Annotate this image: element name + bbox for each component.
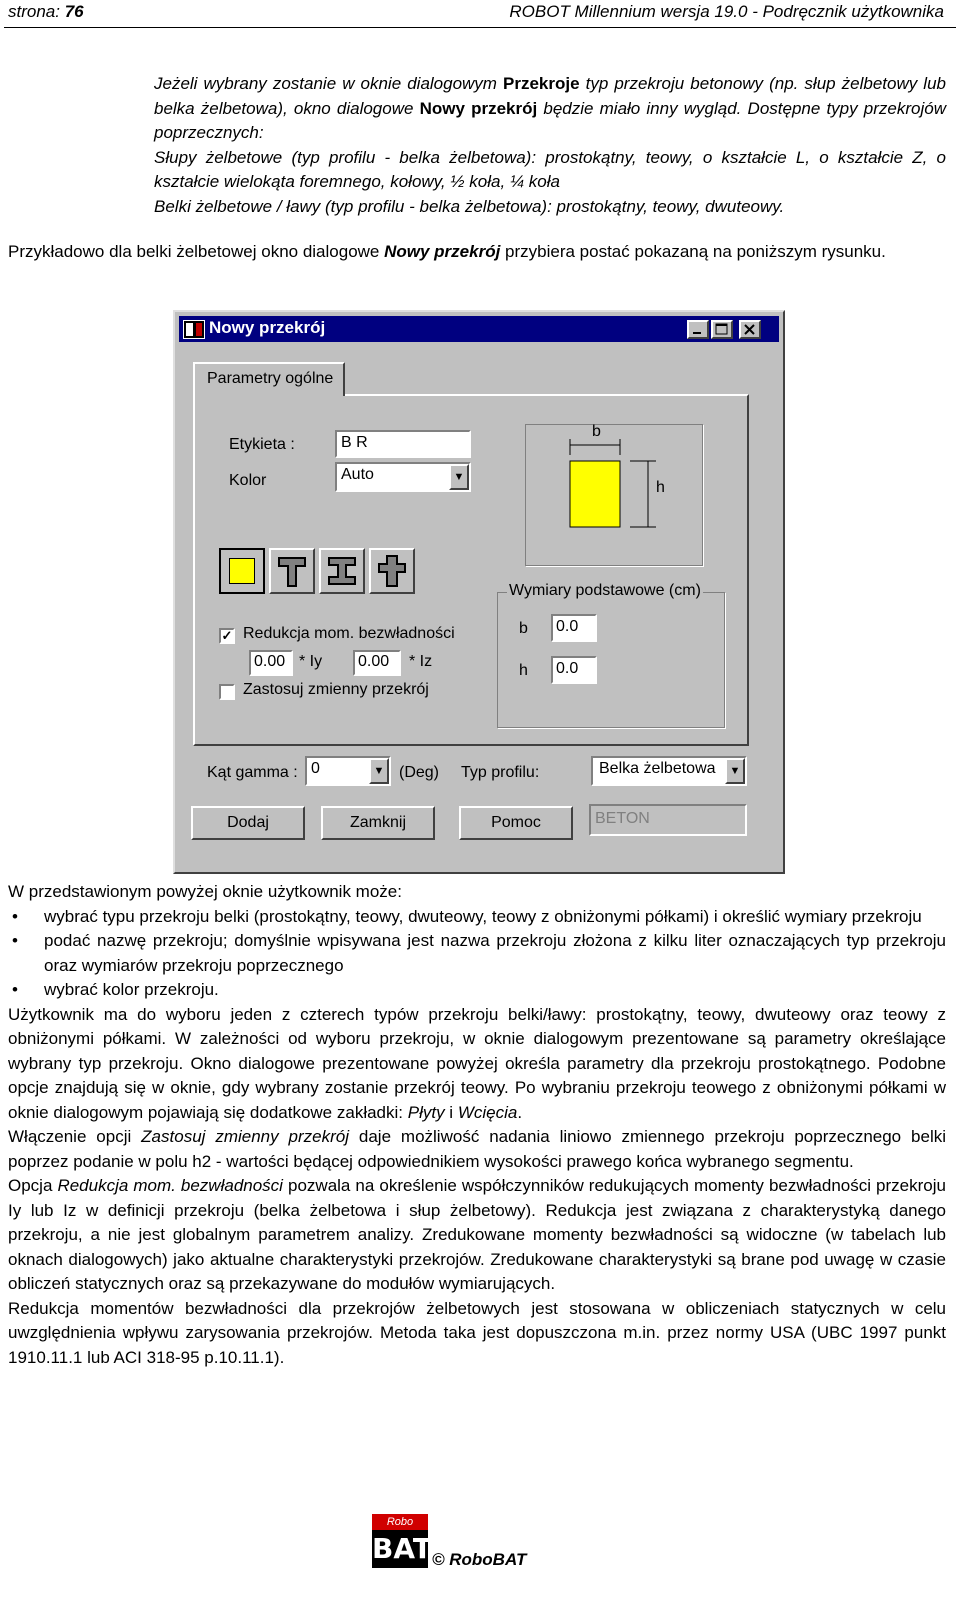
- tee-lowered-flange-icon: [371, 550, 413, 592]
- document-title: ROBOT Millennium wersja 19.0 - Podręcznik użytkownika: [509, 2, 944, 21]
- iz-factor-value: 0.00: [358, 653, 390, 670]
- body-lead: W przedstawionym powyżej oknie użytkownik może:: [8, 882, 402, 901]
- iy-factor-value: 0.00: [254, 653, 286, 670]
- example-bold-nowy-przekroj: Nowy przekrój: [384, 242, 501, 261]
- maximize-button[interactable]: [711, 320, 733, 339]
- paragraph-text: pozwala na określenie współczynników redukujących momenty bezwładności przekroju Iy lub Iz w definicji przekroju (belka żelbetowa i słup żelbetowy). Redukcja jest związana z charakterystyką danego przekroju, a nie jest globalnym parametrem analizy. Zredukowane momenty bezwładności są widoczne (w tabelach lub oknach dialogowych) jako aktualne charakterystyki przekrojów. Zredukowane charakterystyki są brane pod uwagę w czasie obliczeń statycznych oraz są przekazywane do modułów wymiarujących.: [8, 1176, 946, 1293]
- tab-general-parameters[interactable]: [193, 362, 345, 396]
- iy-factor-input[interactable]: [249, 650, 293, 676]
- paragraph-text: Użytkownik ma do wyboru jeden z czterech typów przekroju belki/ławy: prostokątny, teowy, dwuteowy oraz teowy z obniżonymi półkami. W zależności od wyboru przekroju, w oknie dialogowym prezentowane są parametry określające wybrany typ przekroju. Okno dialogowe prezentowane powyżej określa parametry dla przekroju prostokątnego. Podobne opcje znajdują się w oknie, gdy wybrany zostanie przekrój teowy. Po wybraniu przekroju teowego z obniżonymi półkami w oknie dialogowym pojawiają się dodatkowe zakładki:: [8, 1004, 946, 1122]
- page-number-label: strona:: [8, 2, 60, 21]
- paragraph-text: .: [517, 1102, 523, 1122]
- i-shape-button[interactable]: [319, 548, 365, 594]
- iz-suffix: * Iz: [409, 653, 433, 670]
- close-icon: [741, 322, 759, 337]
- material-field: [589, 804, 747, 836]
- color-field-label: Kolor: [229, 472, 267, 489]
- label-field-label: Etykieta :: [229, 436, 295, 453]
- add-button[interactable]: [191, 806, 305, 840]
- intro-text: będzie miało inny wygląd. Dostępne typy przekrojów poprzecznych:: [154, 98, 946, 142]
- variable-section-label: Zastosuj zmienny przekrój: [243, 681, 429, 698]
- add-button-label: Dodaj: [227, 814, 269, 831]
- dimension-h-label: h: [519, 662, 528, 679]
- dimensions-group-title: Wymiary podstawowe (cm): [509, 582, 701, 599]
- iz-factor-input[interactable]: [353, 650, 401, 676]
- new-section-dialog: [173, 310, 785, 874]
- profile-type-select[interactable]: [591, 756, 747, 786]
- intro-beams-line: Belki żelbetowe / ławy (typ profilu - belka żelbetowa): prostokątny, teowy, dwuteowy.: [154, 196, 785, 216]
- dialog-titlebar: [179, 316, 779, 342]
- logo-small-text: Robo: [372, 1514, 428, 1530]
- page-header: [0, 0, 960, 28]
- maximize-icon: [713, 322, 731, 337]
- minimize-button[interactable]: [687, 320, 709, 339]
- option-name-variable-section: Zastosuj zmienny przekrój: [141, 1127, 349, 1146]
- robobat-logo: [372, 1514, 432, 1568]
- variable-section-checkbox[interactable]: [219, 684, 235, 700]
- app-icon: [183, 320, 205, 339]
- paragraph-variable-section: [8, 1125, 946, 1174]
- intro-block: [154, 72, 946, 219]
- chevron-down-icon[interactable]: ▼: [449, 464, 469, 490]
- paragraph-reduction-usage: Redukcja momentów bezwładności dla przekrojów żelbetowych jest stosowana w obliczeniach statycznych w celu uwzględnienia wpływu zarysowania przekrojów. Metoda taka jest dopuszczona m.in. przez normy USA (UBC 1997 punkt 1910.11.1 lub ACI 318-95 p.10.11.1).: [8, 1298, 946, 1367]
- help-button[interactable]: [459, 806, 573, 840]
- dimension-h-input[interactable]: [551, 656, 597, 684]
- profile-type-label: Typ profilu:: [461, 764, 540, 781]
- intro-columns-line: Słupy żelbetowe (typ profilu - belka żelbetowa): prostokątny, teowy, o kształcie L, o kształcie Z, o kształcie wielokąta foremnego, kołowy, ½ koła, ¼ koła: [154, 147, 946, 191]
- iy-suffix: * Iy: [299, 653, 323, 670]
- list-item: • wybrać typu przekroju belki (prostokątny, teowy, dwuteowy, teowy z obniżonymi półkami) i określić wymiary przekroju: [8, 905, 946, 930]
- page-number: [8, 2, 84, 22]
- copyright-text: © RoboBAT: [432, 1550, 527, 1569]
- body-text: [8, 880, 946, 1370]
- dimension-b-input[interactable]: [551, 614, 597, 642]
- list-item: • wybrać kolor przekroju.: [8, 978, 946, 1003]
- chevron-down-icon[interactable]: ▼: [369, 758, 389, 784]
- paragraph-text: Opcja: [8, 1176, 58, 1195]
- close-button[interactable]: [739, 320, 761, 339]
- tab-label: Parametry ogólne: [207, 370, 334, 387]
- tee-lowered-flange-shape-button[interactable]: [369, 548, 415, 594]
- example-text: przybiera postać pokazaną na poniższym rysunku.: [500, 242, 886, 261]
- rectangular-shape-button[interactable]: [219, 548, 265, 594]
- material-value: BETON: [595, 810, 650, 827]
- intro-paragraph: [154, 72, 946, 146]
- dimensions-group: [497, 592, 725, 728]
- chevron-down-icon[interactable]: ▼: [725, 758, 745, 784]
- preview-h-label: h: [656, 479, 665, 496]
- section-preview: [525, 424, 703, 566]
- paragraph-reduction-option: [8, 1174, 946, 1297]
- example-text: Przykładowo dla belki żelbetowej okno dialogowe: [8, 242, 385, 261]
- header-rule: [4, 27, 956, 28]
- gamma-select[interactable]: [305, 756, 391, 786]
- help-button-label: Pomoc: [491, 814, 541, 831]
- reduction-label: Redukcja mom. bezwładności: [243, 625, 455, 642]
- example-paragraph: [8, 240, 946, 265]
- close-dialog-button-label: Zamknij: [349, 814, 406, 831]
- preview-b-label: b: [592, 423, 601, 440]
- options-list: [8, 905, 946, 1003]
- dimension-h-value: 0.0: [556, 660, 579, 677]
- label-input-value: B R: [341, 434, 368, 451]
- minimize-icon: [689, 322, 707, 337]
- intro-text: Jeżeli wybrany zostanie w oknie dialogowym: [154, 74, 504, 93]
- intro-bold-nowy-przekroj: Nowy przekrój: [419, 98, 538, 118]
- intro-text: typ przekroju betonowy (np. słup żelbetowy lub belka żelbetowa), okno dialogowe: [154, 74, 946, 118]
- label-input[interactable]: [335, 430, 471, 458]
- dialog-title: Nowy przekrój: [209, 318, 326, 337]
- profile-type-value: Belka żelbetowa: [599, 760, 716, 777]
- tee-section-icon: [271, 550, 313, 592]
- gamma-select-value: 0: [311, 760, 320, 777]
- color-select-value: Auto: [341, 466, 374, 483]
- paragraph-text: i: [444, 1102, 458, 1122]
- i-section-icon: [321, 550, 363, 592]
- reduction-checkbox[interactable]: ✓: [219, 628, 235, 644]
- color-select[interactable]: [335, 462, 471, 492]
- logo-big-text: BAT: [372, 1532, 432, 1565]
- list-item: • podać nazwę przekroju; domyślnie wpisywana jest nazwa przekroju złożona z kilku liter oznaczających typ przekroju oraz wymiarów przekroju poprzecznego: [8, 929, 946, 978]
- tab-name-wciecia: Wcięcia: [457, 1102, 518, 1122]
- tab-panel: [193, 394, 749, 746]
- paragraph-section-types: [8, 1003, 946, 1126]
- dimension-b-value: 0.0: [556, 618, 579, 635]
- page-number-value: 76: [64, 2, 84, 21]
- tee-shape-button[interactable]: [269, 548, 315, 594]
- section-preview-drawing: [526, 425, 702, 565]
- close-dialog-button[interactable]: [321, 806, 435, 840]
- paragraph-text: daje możliwość nadania liniowo zmiennego przekroju poprzecznego belki poprzez podanie w polu h2 - wartości będącej odpowiednikiem wysokości prawego końca wybranego segmentu.: [8, 1127, 946, 1171]
- dimension-b-label: b: [519, 620, 528, 637]
- gamma-unit: (Deg): [399, 764, 440, 781]
- gamma-label: Kąt gamma :: [207, 764, 298, 781]
- tab-name-plyty: Płyty: [407, 1102, 445, 1122]
- paragraph-text: Włączenie opcji: [8, 1127, 142, 1146]
- option-name-reduction: Redukcja mom. bezwładności: [57, 1176, 283, 1195]
- rectangle-section-icon: [229, 558, 255, 584]
- intro-bold-przekroje: Przekroje: [503, 74, 580, 93]
